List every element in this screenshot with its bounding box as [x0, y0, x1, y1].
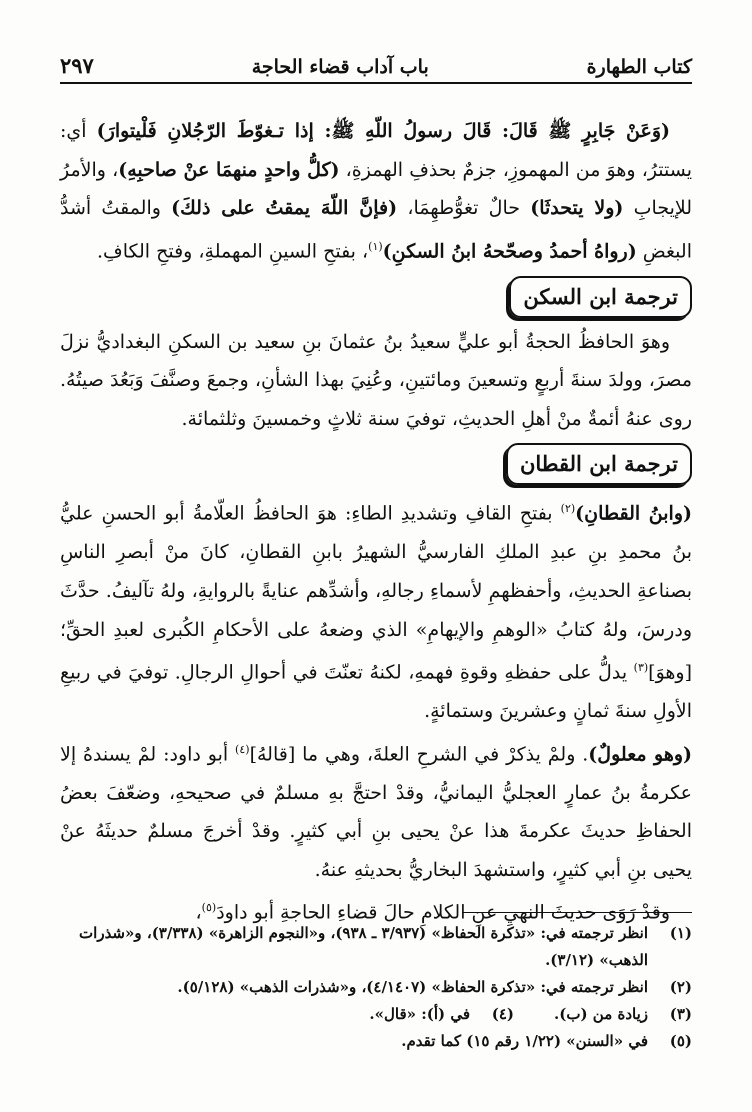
footnote-2: [60, 974, 692, 1001]
chapter-title: باب آداب قضاء الحاجة: [251, 56, 429, 78]
footnote-ref[interactable]: (٣): [633, 661, 649, 675]
page-number: ٢٩٧: [60, 53, 94, 78]
footnote-4: [369, 1001, 514, 1028]
commentary-text: ،: [195, 901, 202, 924]
book-title: كتاب الطهارة: [586, 56, 692, 78]
footnote-row: [60, 1001, 692, 1028]
commentary-text: ، بفتحِ السينِ المهملةِ، وفتحِ الكافِ.: [96, 240, 369, 263]
commentary-text: بفتحِ القافِ وتشديدِ الطاءِ: هوَ الحافظُ العلّامةُ أبو الحسنِ عليُّ بنُ محمدِ بنِ عبدِ الملكِ الفارسيُّ الشهيرُ بابنِ القطانِ، كانَ منْ أبصرِ الناسِ بصناعةِ الحديثِ، وأحفظهمِ لأسماءِ رجالهِ، وأشدِّهم عنايةً بالروايةِ، ولهُ تآليفُ. حدَّثَ ودرسَ، ولهُ كتابُ «الوهمِ والإيهامِ» الذي وضعهُ على الأحكامِ الكُبرى لعبدِ الحقِّ؛ [وهوَ]: [60, 502, 692, 684]
hadith-quote: (فإنَّ اللّهَ يمقتُ على ذلكَ): [171, 197, 398, 220]
heading-wrap: [60, 438, 692, 490]
footnote-ref[interactable]: (٤): [235, 742, 250, 756]
paragraph-biography-sakan: وهوَ الحافظُ الحجةُ أبو عليٍّ سعيدُ بنُ عثمانَ بنِ سعيد بن السكنِ البغداديُّ نزلَ مصرَ، وولدَ سنةَ أربعٍ وتسعينَ ومائتينِ، وعُنِيَ بهذا الشأنِ، وجمعَ وصنَّفَ وَبَعُدَ صيتُهُ. روى عنهُ أئمةٌ منْ أهلِ الحديثِ، توفيَ سنة ثلاثٍ وخمسينَ وثلثمائة.: [60, 330, 692, 430]
source-citation: (رواهُ أحمدُ وصحّحهُ ابنُ السكنِ): [382, 240, 637, 263]
heading-ibn-al-sakan: ترجمة ابن السكن: [509, 276, 692, 318]
term-quote: (وهو معلولٌ): [588, 743, 693, 766]
footnote-1: [60, 920, 692, 974]
footnote-5: [60, 1028, 692, 1055]
footnote-number: (٥): [669, 1032, 692, 1050]
commentary-text: ، والأمرُ للإيجابِ: [60, 158, 692, 220]
footnote-text: في (أ): «قال».: [369, 1005, 471, 1023]
term-quote: (وابنُ القطانِ): [575, 502, 692, 525]
paragraph-biography-qattan: [60, 490, 692, 730]
page-body: [60, 112, 692, 932]
page-header: [60, 42, 692, 84]
commentary-text: والمقتُ أشدُّ البغضِ: [60, 197, 692, 263]
footnotes: [60, 920, 692, 1055]
hadith-text: (وَعَنْ جَابِرٍ ﷺ قَالَ: قَالَ رسولُ اللّهِ ﷺ: إذا تـغوّطَ الرّجُلانِ فَلْيتوارَ): [96, 120, 670, 142]
hadith-quote: (ولا يتحدثَا): [530, 197, 624, 220]
heading-wrap: [60, 271, 692, 323]
commentary-text: أبو داود: لمْ يسندهُ إلا عكرمةُ بنُ عمارٍ العجليُّ اليمانيُّ، وقدْ احتجَّ بهِ مسلمٌ في صحيحهِ، وضعّفَ بعضُ الحفاظِ حديثَ عكرمةَ هذا عنْ يحيى بنِ أبي كثيرٍ. وقدْ أخرجَ مسلمٌ حديثَهُ عنْ يحيى بنِ أبي كثيرٍ، واستشهدَ البخاريُّ بحديثهِ عنهُ.: [60, 743, 692, 881]
commentary-text: . ولمْ يذكرْ في الشرحِ العلةَ، وهي ما [قالهُ]: [249, 743, 589, 766]
footnote-text: انظر ترجمته في: «تذكرة الحفاظ» (٣/٩٣٧ ـ ٩٣٨)، و«النجوم الزاهرة» (٣/٣٣٨)، و«شذرات الذهب» (٣/١٢).: [79, 924, 648, 969]
commentary-text: حالٌ تغوُّطهِمَا،: [397, 197, 531, 220]
footnote-number: (٣): [669, 1005, 692, 1023]
paragraph-illness: [60, 731, 692, 890]
footnote-text: زيادة من (ب).: [554, 1005, 648, 1023]
commentary-text: يدلُّ على حفظهِ وقوةِ فهمهِ، لكنهُ تعنّتَ في أحوالِ الرجالِ. توفيَ في ربيعِ الأولِ سنةَ ثمانٍ وعشرينَ وستمائةٍ.: [60, 661, 692, 723]
hadith-quote: (كلُّ واحدٍ منهمَا عنْ صاحبِهِ): [118, 158, 340, 181]
footnote-3: [554, 1001, 692, 1028]
footnote-ref[interactable]: (٥): [201, 901, 217, 915]
commentary-text: وقدْ رَوَى حديثَ النهيِ عنِ الكلامِ حالَ قضاءِ الحاجةِ أبو داودَ: [216, 901, 670, 924]
paragraph-hadith: [60, 112, 692, 271]
footnote-number: (٤): [491, 1005, 515, 1023]
heading-ibn-al-qattan: ترجمة ابن القطان: [506, 443, 692, 485]
footnote-text: في «السنن» (١/٢٢ رقم ١٥) كما تقدم.: [401, 1032, 648, 1050]
commentary-text: أي: يستترُ، وهوَ من المهموزِ، جزمٌ بحذفِ الهمزةِ،: [60, 120, 693, 181]
footnote-number: (١): [669, 924, 692, 942]
footnote-separator: [462, 912, 692, 913]
footnote-number: (٢): [669, 978, 692, 996]
footnote-ref[interactable]: (٢): [560, 502, 576, 516]
footnote-text: انظر ترجمته في: «تذكرة الحفاظ» (٤/١٤٠٧)، و«شذرات الذهب» (٥/١٢٨).: [177, 978, 648, 996]
footnote-ref[interactable]: (١): [368, 239, 383, 253]
